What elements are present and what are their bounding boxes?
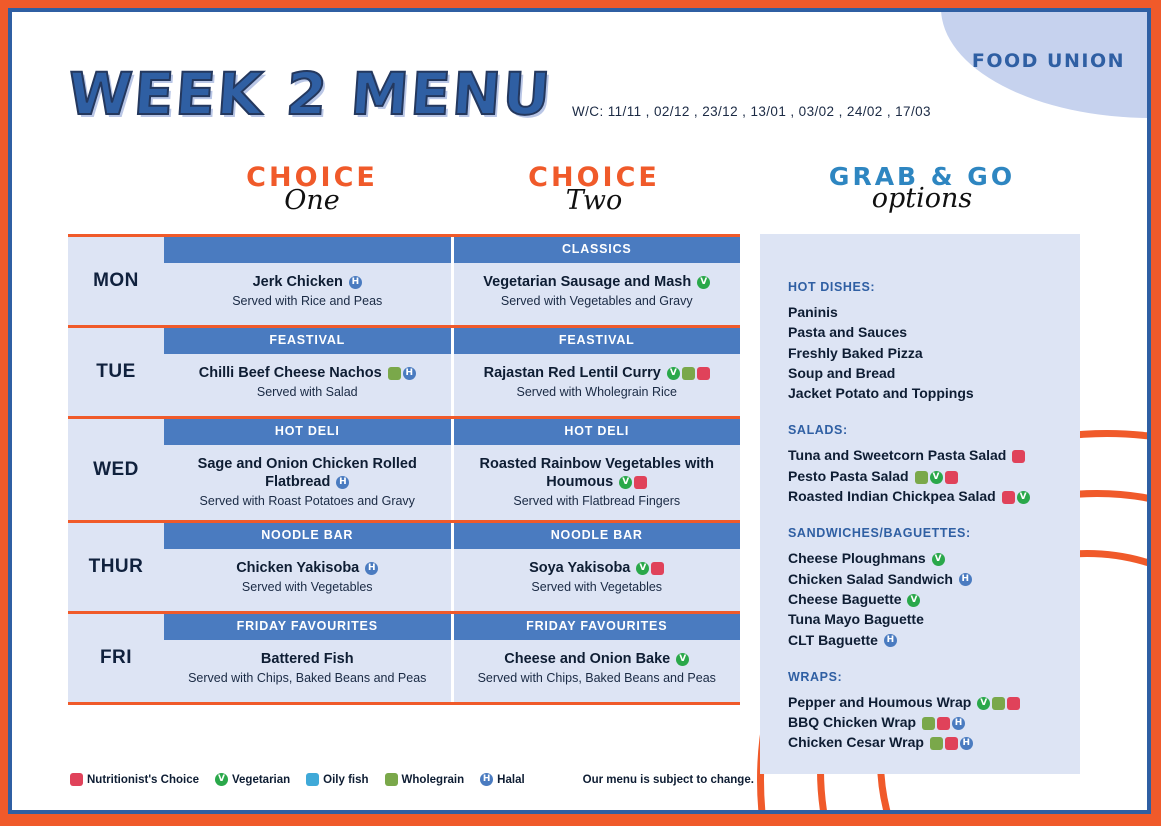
choice-two-sublabel: Two (565, 185, 623, 216)
dish-description: Served with Flatbread Fingers (513, 494, 681, 509)
vegetarian-icon: V (932, 553, 945, 566)
day-choices (164, 328, 740, 416)
grab-and-go-item: Pasta and Sauces (788, 324, 908, 341)
grab-and-go-label: GRAB & GO (828, 162, 1016, 191)
day-label: MON (68, 237, 164, 325)
menu-dish (454, 354, 741, 416)
menu-category: FRIDAY FAVOURITES (454, 614, 741, 640)
menu-day-row (68, 416, 740, 520)
oilyfish-icon (306, 773, 319, 786)
dish-name: Cheese and Onion Bake V (462, 650, 733, 668)
menu-dish (164, 445, 451, 520)
legend-item (213, 773, 290, 786)
nutritionist-icon (697, 367, 710, 380)
legend-label: Wholegrain (401, 773, 465, 786)
grab-and-go-item: Cheese Ploughmans V (788, 548, 1080, 568)
menu-cell-one (164, 614, 451, 702)
grab-and-go-item: CLT Baguette H (788, 630, 1080, 650)
nutritionist-icon (1012, 450, 1025, 463)
grab-and-go-heading: WRAPS: (788, 669, 843, 684)
wholegrain-icon (915, 471, 928, 484)
grab-and-go-item: Cheese Baguette V (788, 589, 1080, 609)
wholegrain-icon (930, 737, 943, 750)
grab-and-go-heading: HOT DISHES: (788, 280, 876, 294)
menu-category: NOODLE BAR (454, 523, 741, 549)
grab-and-go-item: Jacket Potato and Toppings (788, 385, 974, 402)
halal-icon: H (480, 773, 493, 786)
vegetarian-icon: V (930, 471, 943, 484)
dish-description: Served with Chips, Baked Beans and Peas (477, 671, 716, 686)
grab-and-go-item: Soup and Bread (788, 364, 896, 381)
halal-icon: H (365, 562, 378, 575)
grab-and-go-item: Pepper and Houmous Wrap V (788, 692, 1080, 712)
dish-name: Vegetarian Sausage and Mash V (462, 273, 733, 291)
dish-description: Served with Salad (256, 385, 358, 400)
dish-description: Served with Vegetables (531, 580, 663, 595)
grab-and-go-heading: SALADS: (788, 423, 848, 438)
menu-day-row (68, 611, 740, 705)
nutritionist-icon (937, 717, 950, 730)
grab-and-go-sublabel: options (871, 183, 973, 214)
grab-and-go-panel (760, 234, 1080, 774)
menu-dish (164, 354, 451, 416)
vegetarian-icon: V (667, 367, 680, 380)
legend (68, 773, 754, 786)
halal-icon: H (952, 717, 965, 730)
legend-item (68, 773, 199, 786)
menu-category: FEASTIVAL (164, 328, 451, 354)
menu-cell-two (451, 614, 741, 702)
grab-and-go-item: Pesto Pasta Salad V (788, 466, 1080, 486)
legend-label: Oily fish (323, 773, 369, 786)
menu-category: FRIDAY FAVOURITES (164, 614, 451, 640)
column-header-choice-one (192, 162, 432, 216)
dish-description: Served with Vegetables and Gravy (500, 294, 693, 309)
dish-name: Soya Yakisoba V (462, 559, 733, 577)
dish-description: Served with Vegetables (241, 580, 373, 595)
grab-and-go-list (788, 445, 1080, 506)
menu-dish (164, 640, 451, 702)
day-label: THUR (68, 523, 164, 611)
wholegrain-icon (922, 717, 935, 730)
menu-category (164, 237, 451, 263)
day-label: WED (68, 419, 164, 520)
dish-name: Battered Fish (260, 651, 354, 668)
vegetarian-icon: V (676, 653, 689, 666)
legend-label: Nutritionist's Choice (87, 773, 199, 786)
menu-dish (454, 640, 741, 702)
choice-two-label: CHOICE (528, 162, 660, 193)
grab-and-go-list (788, 548, 1080, 649)
menu-cell-one (164, 523, 451, 611)
grab-and-go-heading: SANDWICHES/BAGUETTES: (788, 526, 971, 541)
nutritionist-icon (945, 471, 958, 484)
vegetarian-icon: V (907, 594, 920, 607)
wholegrain-icon (385, 773, 398, 786)
menu-category: HOT DELI (164, 419, 451, 445)
halal-icon: H (336, 476, 349, 489)
menu-cell-two (451, 523, 741, 611)
nutritionist-icon (634, 476, 647, 489)
menu-dish (454, 263, 741, 325)
nutritionist-icon (945, 737, 958, 750)
vegetarian-icon: V (697, 276, 710, 289)
menu-cell-one (164, 419, 451, 520)
halal-icon: H (959, 573, 972, 586)
dish-description: Served with Roast Potatoes and Gravy (199, 494, 415, 509)
menu-cell-two (451, 237, 741, 325)
halal-icon: H (349, 276, 362, 289)
nutritionist-icon (1007, 697, 1020, 710)
dish-name: Sage and Onion Chicken Rolled Flatbread H (197, 456, 417, 491)
dish-description: Served with Wholegrain Rice (516, 385, 677, 400)
menu-category: HOT DELI (454, 419, 741, 445)
grab-and-go-list (788, 302, 1080, 403)
legend-label: Vegetarian (232, 773, 291, 786)
menu-disclaimer: Our menu is subject to change. (582, 773, 754, 786)
choice-one-sublabel: One (284, 185, 340, 216)
menu-dish (454, 549, 741, 611)
nutritionist-icon (1002, 491, 1015, 504)
day-choices (164, 237, 740, 325)
menu-dish (164, 549, 451, 611)
vegetarian-icon: V (1017, 491, 1030, 504)
grab-and-go-item: Freshly Baked Pizza (788, 344, 923, 361)
menu-cell-one (164, 328, 451, 416)
nutritionist-icon (70, 773, 83, 786)
nutritionist-icon (651, 562, 664, 575)
wholegrain-icon (992, 697, 1005, 710)
menu-cell-two (451, 419, 741, 520)
grab-and-go-item: Tuna and Sweetcorn Pasta Salad (788, 445, 1080, 465)
column-header-grab-and-go (772, 162, 1072, 214)
menu-dish (454, 445, 741, 520)
day-choices (164, 419, 740, 520)
poster-frame (8, 8, 1151, 814)
dish-name: Jerk Chicken H (172, 273, 443, 291)
menu-cell-two (451, 328, 741, 416)
menu-category: CLASSICS (454, 237, 741, 263)
legend-label: Halal (497, 773, 525, 786)
choice-one-label: CHOICE (246, 162, 378, 193)
legend-item (478, 773, 525, 786)
dish-name: Rajastan Red Lentil Curry V (462, 364, 733, 382)
dish-name: Roasted Rainbow Vegetables with Houmous V (479, 456, 714, 491)
brand-name: FOOD UNION (971, 50, 1125, 72)
grab-and-go-item: Tuna Mayo Baguette (788, 611, 924, 628)
page-title: WEEK 2 MENU (65, 60, 555, 128)
grab-and-go-item: Roasted Indian Chickpea Salad V (788, 486, 1080, 506)
week-commencing: W/C: 11/11 , 02/12 , 23/12 , 13/01 , 03/02 , 24/02 , 17/03 (572, 104, 931, 119)
menu-category: FEASTIVAL (454, 328, 741, 354)
legend-item (304, 773, 368, 786)
vegetarian-icon: V (215, 773, 228, 786)
menu-cell-one (164, 237, 451, 325)
menu-category: NOODLE BAR (164, 523, 451, 549)
grab-and-go-item: Chicken Cesar Wrap H (788, 732, 1080, 752)
wholegrain-icon (682, 367, 695, 380)
vegetarian-icon: V (977, 697, 990, 710)
day-choices (164, 614, 740, 702)
grab-and-go-list (788, 692, 1080, 753)
halal-icon: H (960, 737, 973, 750)
halal-icon: H (403, 367, 416, 380)
day-choices (164, 523, 740, 611)
legend-item (383, 773, 465, 786)
grab-and-go-item: Paninis (788, 304, 838, 320)
vegetarian-icon: V (636, 562, 649, 575)
day-label: TUE (68, 328, 164, 416)
dish-name: Chilli Beef Cheese Nachos H (172, 364, 443, 382)
grab-and-go-item: Chicken Salad Sandwich H (788, 569, 1080, 589)
grab-and-go-item: BBQ Chicken Wrap H (788, 712, 1080, 732)
dish-name: Chicken Yakisoba H (172, 559, 443, 577)
vegetarian-icon: V (619, 476, 632, 489)
halal-icon: H (884, 634, 897, 647)
dish-description: Served with Rice and Peas (232, 294, 383, 309)
menu-day-row (68, 234, 740, 325)
menu-dish (164, 263, 451, 325)
wholegrain-icon (388, 367, 401, 380)
menu-day-row (68, 325, 740, 416)
dish-description: Served with Chips, Baked Beans and Peas (188, 671, 427, 686)
menu-day-row (68, 520, 740, 611)
day-label: FRI (68, 614, 164, 702)
weekly-menu-grid (68, 234, 740, 705)
column-header-choice-two (474, 162, 714, 216)
